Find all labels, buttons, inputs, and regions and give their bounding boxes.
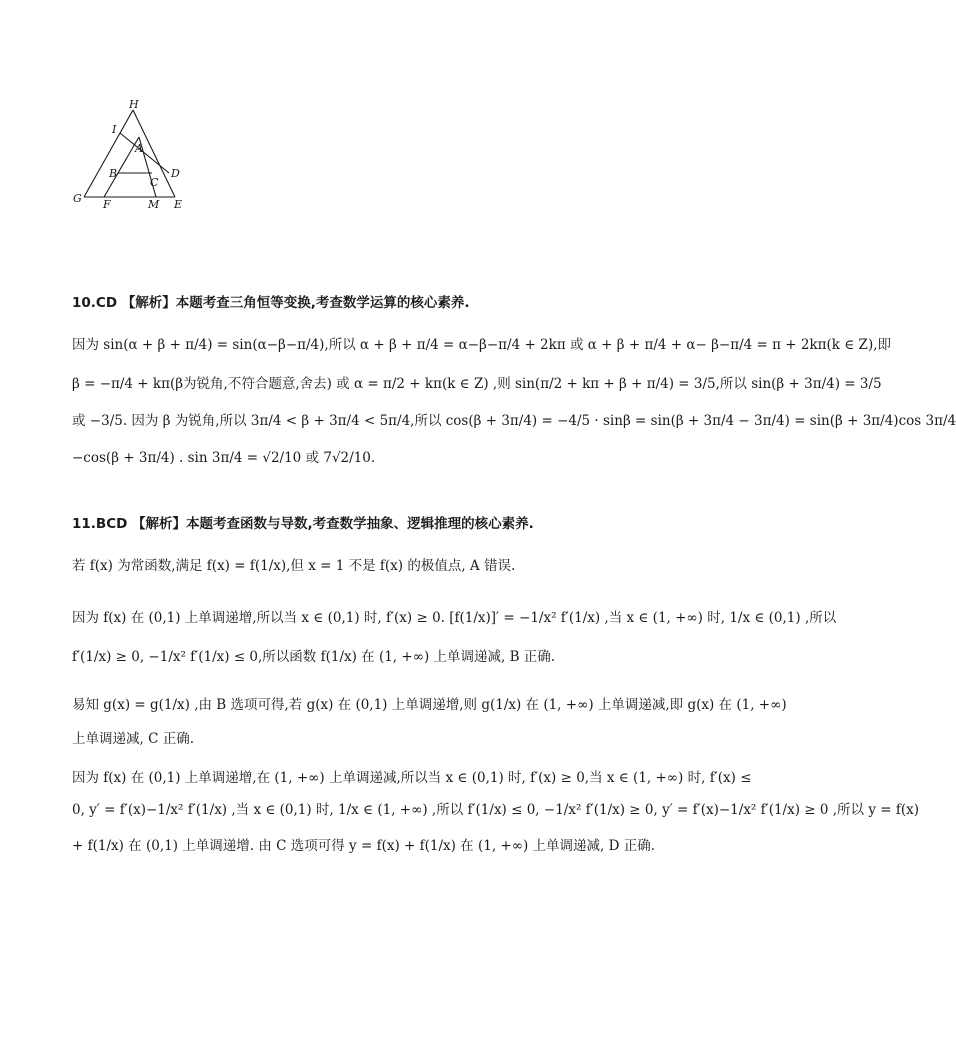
label-G: G <box>73 192 82 205</box>
q10-line-4: −cos(β + 3π/4) . sin 3π/4 = √2/10 或 7√2/10. <box>72 450 376 466</box>
triangle-figure <box>60 95 200 215</box>
q11-p3-line-2: 上单调递减, C 正确. <box>72 731 194 747</box>
label-I: I <box>112 123 117 136</box>
q11-p2-line-2: f′(1/x) ≥ 0, −1/x² f′(1/x) ≤ 0,所以函数 f(1/x) 在 (1, +∞) 上单调递减, B 正确. <box>72 649 556 665</box>
label-E: E <box>174 198 183 211</box>
q11-p4-line-2: 0, y′ = f′(x)−1/x² f′(1/x) ,当 x ∈ (0,1) 时, 1/x ∈ (1, +∞) ,所以 f′(1/x) ≤ 0, −1/x² f′(1/x) ≥ 0, y′ = f′(x)−1/x² f′(1/x) ≥ 0 ,所以 y = f(x) <box>72 802 919 818</box>
segment-ID <box>120 133 169 173</box>
q11-p4-line-3: + f(1/x) 在 (0,1) 上单调递增. 由 C 选项可得 y = f(x) + f(1/x) 在 (1, +∞) 上单调递减, D 正确. <box>72 838 656 854</box>
label-H: H <box>129 98 139 111</box>
q10-line-3: 或 −3/5. 因为 β 为锐角,所以 3π/4 < β + 3π/4 < 5π/4,所以 cos(β + 3π/4) = −4/5 · sinβ = sin(β + 3π/4 − 3π/4) = sin(β + 3π/4)cos 3π/4 <box>72 413 956 429</box>
q10-line-2: β = −π/4 + kπ(β为锐角,不符合题意,舍去) 或 α = π/2 + kπ(k ∈ Z) ,则 sin(π/2 + kπ + β + π/4) = 3/5,所以 sin(β + 3π/4) = 3/5 <box>72 376 882 392</box>
q11-p4-line-1: 因为 f(x) 在 (0,1) 上单调递增,在 (1, +∞) 上单调递减,所以当 x ∈ (0,1) 时, f′(x) ≥ 0,当 x ∈ (1, +∞) 时, f′(x) ≤ <box>72 770 752 786</box>
label-M: M <box>148 198 160 211</box>
q10-heading: 10.CD 【解析】本题考查三角恒等变换,考查数学运算的核心素养. <box>72 295 470 311</box>
label-F: F <box>103 198 111 211</box>
label-D: D <box>171 167 180 180</box>
label-C: C <box>150 176 159 189</box>
label-B: B <box>109 167 118 180</box>
label-A: A <box>135 142 143 155</box>
q11-heading: 11.BCD 【解析】本题考查函数与导数,考查数学抽象、逻辑推理的核心素养. <box>72 516 534 532</box>
q11-p3-line-1: 易知 g(x) = g(1/x) ,由 B 选项可得,若 g(x) 在 (0,1) 上单调递增,则 g(1/x) 在 (1, +∞) 上单调递减,即 g(x) 在 (1, +∞) <box>72 697 787 713</box>
q10-line-1: 因为 sin(α + β + π/4) = sin(α−β−π/4),所以 α + β + π/4 = α−β−π/4 + 2kπ 或 α + β + π/4 + α− β−π/4 = π + 2kπ(k ∈ Z),即 <box>72 337 891 353</box>
segment-GH <box>84 110 133 197</box>
q11-p2-line-1: 因为 f(x) 在 (0,1) 上单调递增,所以当 x ∈ (0,1) 时, f′(x) ≥ 0. [f(1/x)]′ = −1/x² f′(1/x) ,当 x ∈ (1, +∞) 时, 1/x ∈ (0,1) ,所以 <box>72 610 837 626</box>
q11-p1-line-1: 若 f(x) 为常函数,满足 f(x) = f(1/x),但 x = 1 不是 f(x) 的极值点, A 错误. <box>72 558 516 574</box>
